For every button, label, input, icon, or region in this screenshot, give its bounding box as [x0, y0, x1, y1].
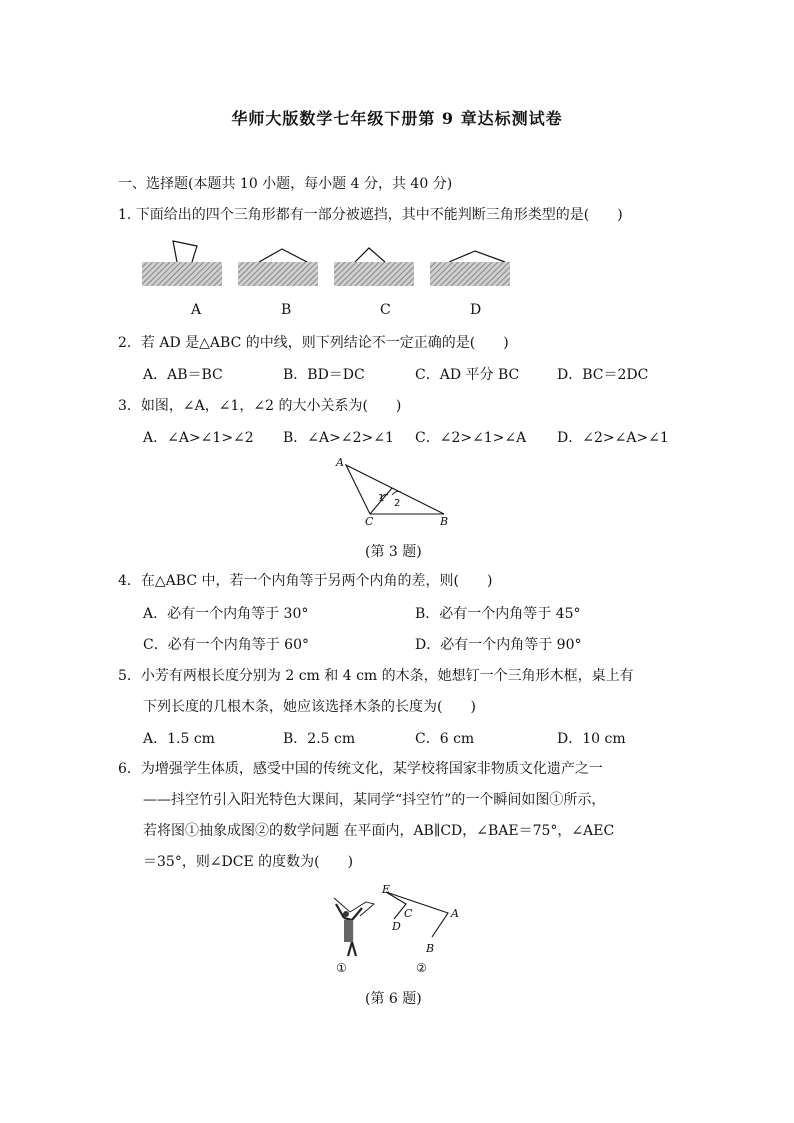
question-1-text: 1. 下面给出的四个三角形都有一部分被遮挡，其中不能判断三角形类型的是( ): [118, 207, 623, 223]
diabolo-player-figure: [334, 898, 374, 956]
question-4-text: 4．在△ABC 中，若一个内角等于另两个内角的差，则( ): [118, 573, 493, 589]
q2-option-d: D．BC＝2DC: [557, 367, 649, 383]
q2-option-b: B．BD＝DC: [283, 367, 365, 383]
q1-label-a: A: [191, 302, 202, 318]
question-6-line-1: 6．为增强学生体质，感受中国的传统文化，某学校将国家非物质文化遗产之一: [118, 761, 603, 777]
q2-option-a: A．AB＝BC: [143, 367, 223, 383]
q3-option-c: C．∠2>∠1>∠A: [415, 430, 527, 446]
q5-option-c: C．6 cm: [415, 731, 475, 747]
q6-label-e: E: [382, 883, 391, 896]
q3-label-a: A: [336, 456, 344, 469]
page-title: 华师大版数学七年级下册第 9 章达标测试卷: [231, 109, 563, 128]
q3-option-b: B．∠A>∠2>∠1: [283, 430, 394, 446]
q6-caption: (第 6 题): [365, 991, 422, 1007]
q1-label-d: D: [470, 302, 482, 318]
section-heading: 一、选择题(本题共 10 小题，每小题 4 分，共 40 分): [118, 176, 453, 192]
question-3-text: 3．如图，∠A，∠1，∠2 的大小关系为( ): [118, 398, 402, 414]
question-3-figure: [330, 455, 460, 528]
q6-label-c: C: [404, 907, 413, 920]
q2-option-c: C．AD 平分 BC: [415, 367, 520, 383]
question-5-line-1: 5．小芳有两根长度分别为 2 cm 和 4 cm 的木条，她想钉一个三角形木框，桌上有: [118, 668, 634, 684]
q5-option-b: B．2.5 cm: [283, 731, 356, 747]
q6-label-b: B: [426, 942, 435, 955]
q5-option-a: A．1.5 cm: [143, 731, 215, 747]
triangle-d: [430, 251, 510, 286]
q6-label-a: A: [451, 907, 459, 920]
triangle-a: [142, 241, 222, 286]
q4-option-d: D．必有一个内角等于 90°: [415, 637, 582, 653]
q3-angle-1: 1: [378, 493, 385, 504]
q4-option-b: B．必有一个内角等于 45°: [415, 606, 581, 622]
q1-label-c: C: [380, 302, 391, 318]
figure-mark-1: ①: [336, 961, 347, 975]
question-6-line-4: ＝35°，则∠DCE 的度数为( ): [143, 854, 354, 870]
q3-option-a: A．∠A>∠1>∠2: [143, 430, 254, 446]
q1-label-b: B: [281, 302, 292, 318]
triangle-c: [334, 248, 414, 286]
q3-option-d: D．∠2>∠A>∠1: [557, 430, 669, 446]
figure-mark-2: ②: [416, 961, 427, 975]
q4-option-a: A．必有一个内角等于 30°: [143, 606, 309, 622]
q6-label-d: D: [392, 920, 401, 933]
triangle-b: [238, 249, 318, 286]
question-1-figure: [137, 232, 537, 292]
q4-option-c: C．必有一个内角等于 60°: [143, 637, 309, 653]
question-6-figure: [322, 880, 472, 975]
question-5-line-2: 下列长度的几根木条，她应该选择木条的长度为( ): [143, 699, 476, 715]
q3-angle-2: 2: [394, 498, 401, 509]
q3-label-c: C: [365, 515, 374, 528]
question-6-line-3: 若将图①抽象成图②的数学问题 在平面内，AB∥CD，∠BAE＝75°，∠AEC: [143, 823, 615, 839]
q3-label-b: B: [440, 515, 449, 528]
q5-option-d: D．10 cm: [557, 731, 626, 747]
q3-caption: (第 3 题): [365, 544, 422, 560]
question-2-text: 2．若 AD 是△ABC 的中线，则下列结论不一定正确的是( ): [118, 335, 509, 351]
question-6-line-2: ——抖空竹引入阳光特色大课间，某同学“抖空竹”的一个瞬间如图①所示，: [143, 792, 606, 808]
